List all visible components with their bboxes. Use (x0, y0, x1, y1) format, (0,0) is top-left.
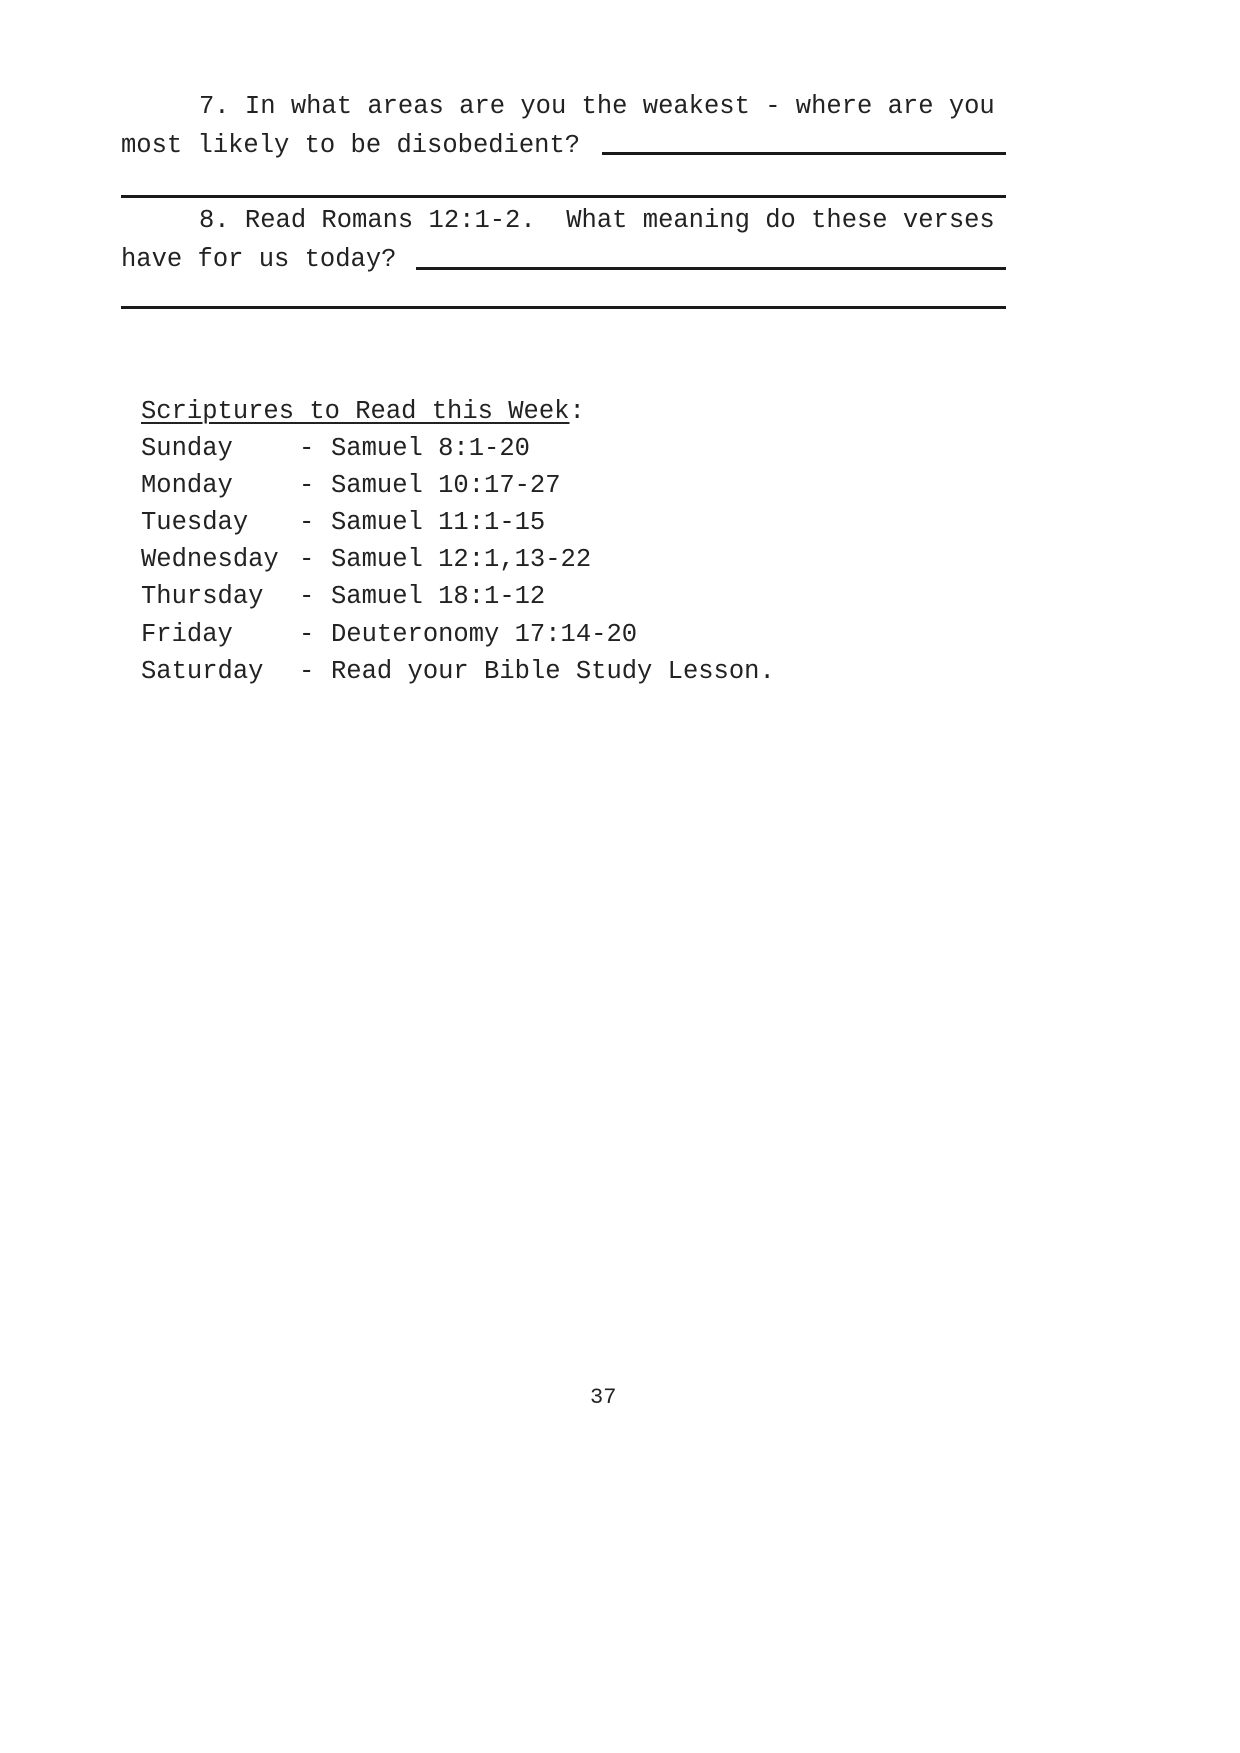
day-label: Tuesday (141, 508, 249, 537)
list-item (141, 434, 530, 464)
day-label: Sunday (141, 434, 233, 463)
dash: - (299, 471, 315, 500)
dash: - (299, 434, 315, 463)
list-item (141, 582, 545, 612)
dash: - (299, 508, 315, 537)
list-item (141, 657, 775, 687)
dash: - (299, 582, 315, 611)
list-item (141, 508, 545, 538)
dash: - (299, 657, 315, 686)
question-8-line1: 8. Read Romans 12:1-2. What meaning do these verses (199, 206, 995, 235)
day-label: Thursday (141, 582, 264, 611)
page-number: 37 (590, 1385, 617, 1410)
reading: Samuel 12:1,13-22 (331, 545, 592, 574)
answer-line[interactable] (121, 195, 1006, 198)
day-label: Monday (141, 471, 233, 500)
dash: - (299, 620, 315, 649)
scriptures-heading (141, 397, 585, 427)
heading-colon: : (569, 397, 585, 426)
reading: Samuel 10:17-27 (331, 471, 561, 500)
list-item (141, 471, 561, 501)
day-label: Wednesday (141, 545, 279, 574)
scriptures-heading-text: Scriptures to Read this Week (141, 397, 570, 426)
reading: Read your Bible Study Lesson. (331, 657, 775, 686)
reading: Deuteronomy 17:14-20 (331, 620, 638, 649)
list-item (141, 620, 637, 650)
question-8-line2: have for us today? (121, 245, 397, 274)
answer-line[interactable] (416, 267, 1006, 270)
question-7-line1: 7. In what areas are you the weakest - where are you (199, 92, 995, 121)
answer-line[interactable] (602, 152, 1006, 155)
reading: Samuel 8:1-20 (331, 434, 530, 463)
day-label: Saturday (141, 657, 264, 686)
day-label: Friday (141, 620, 233, 649)
reading: Samuel 11:1-15 (331, 508, 546, 537)
answer-line[interactable] (121, 306, 1006, 309)
dash: - (299, 545, 315, 574)
list-item (141, 545, 591, 575)
reading: Samuel 18:1-12 (331, 582, 546, 611)
question-7-line2: most likely to be disobedient? (121, 131, 581, 160)
